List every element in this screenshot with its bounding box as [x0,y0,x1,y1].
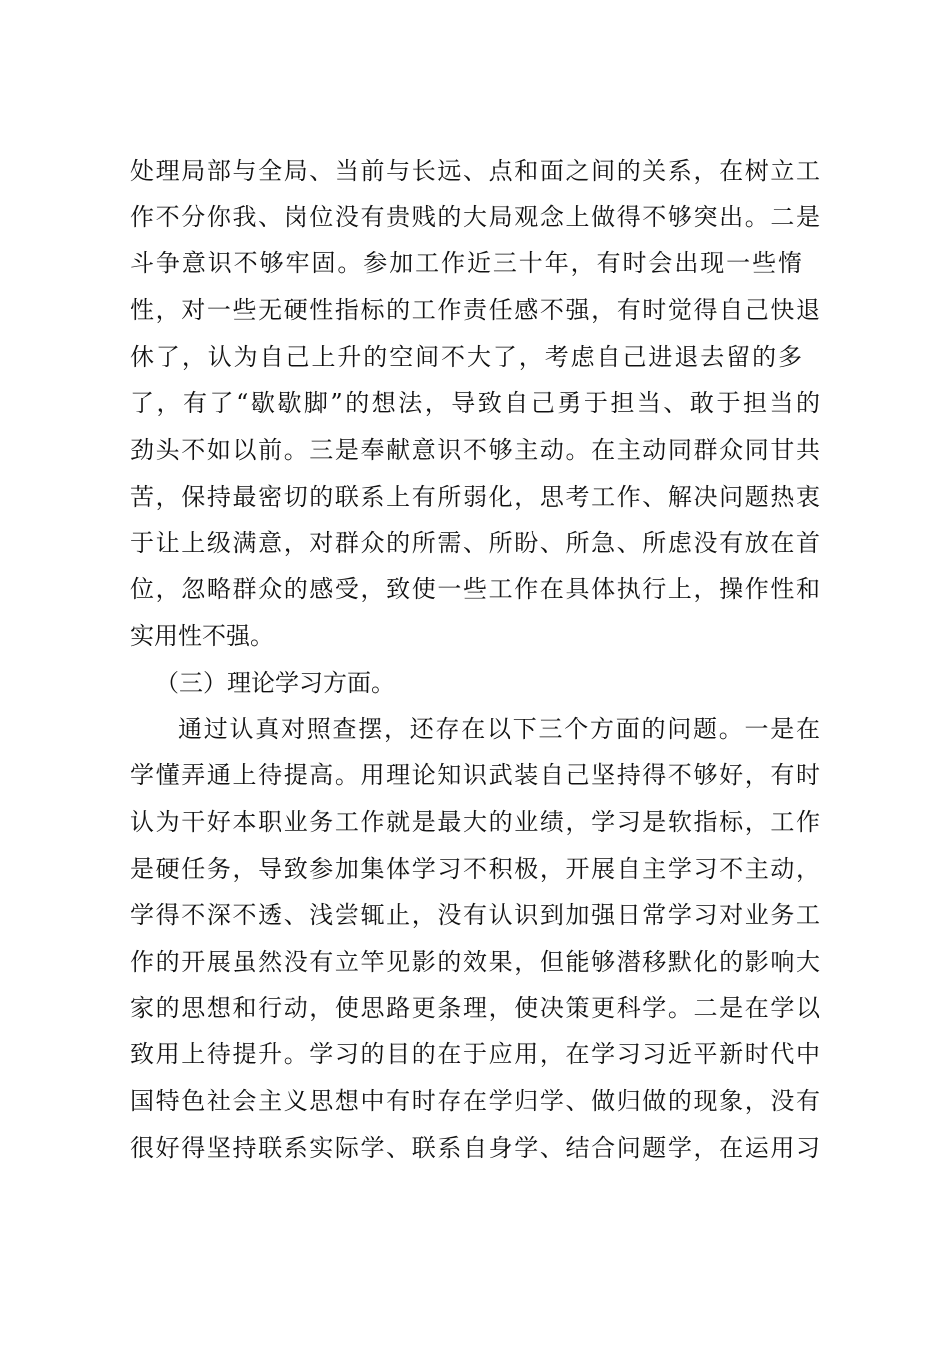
text-line: 很好得坚持联系实际学、联系自身学、结合问题学，在运用习 [130,1134,820,1162]
text-line: 是硬任务，导致参加集体学习不积极，开展自主学习不主动， [130,855,820,883]
text-line: 作不分你我、岗位没有贵贱的大局观念上做得不够突出。二是 [130,203,820,231]
text-line: 斗争意识不够牢固。参加工作近三十年，有时会出现一些惰 [130,249,802,277]
text-line: 国特色社会主义思想中有时存在学归学、做归做的现象，没有 [130,1087,820,1115]
text-line: 苦，保持最密切的联系上有所弱化，思考工作、解决问题热衷 [130,483,820,511]
text-line: 家的思想和行动，使思路更条理，使决策更科学。二是在学以 [130,994,820,1022]
text-line: 通过认真对照查摆，还存在以下三个方面的问题。一是在 [178,715,820,743]
text-line: 致用上待提升。学习的目的在于应用，在学习习近平新时代中 [130,1040,820,1068]
text-line: 性，对一些无硬性指标的工作责任感不强，有时觉得自己快退 [130,296,820,324]
text-line: 休了，认为自己上升的空间不大了，考虑自己进退去留的多 [130,343,802,371]
text-line: 处理局部与全局、当前与长远、点和面之间的关系，在树立工 [130,157,820,185]
text-line: 认为干好本职业务工作就是最大的业绩，学习是软指标，工作 [130,808,820,836]
text-line: 了，有了“歇歇脚”的想法，导致自己勇于担当、敢于担当的 [130,389,820,417]
text-line: 劲头不如以前。三是奉献意识不够主动。在主动同群众同甘共 [130,436,820,464]
text-line: 作的开展虽然没有立竿见影的效果，但能够潜移默化的影响大 [130,948,820,976]
text-line: 实用性不强。 [130,622,274,650]
section-heading: （三）理论学习方面。 [155,669,395,697]
text-line: 学得不深不透、浅尝辄止，没有认识到加强日常学习对业务工 [130,901,820,929]
text-line: 于让上级满意，对群众的所需、所盼、所急、所虑没有放在首 [130,529,820,557]
text-line: 位，忽略群众的感受，致使一些工作在具体执行上，操作性和 [130,575,820,603]
text-line: 学懂弄通上待提高。用理论知识武装自己坚持得不够好，有时 [130,761,820,789]
